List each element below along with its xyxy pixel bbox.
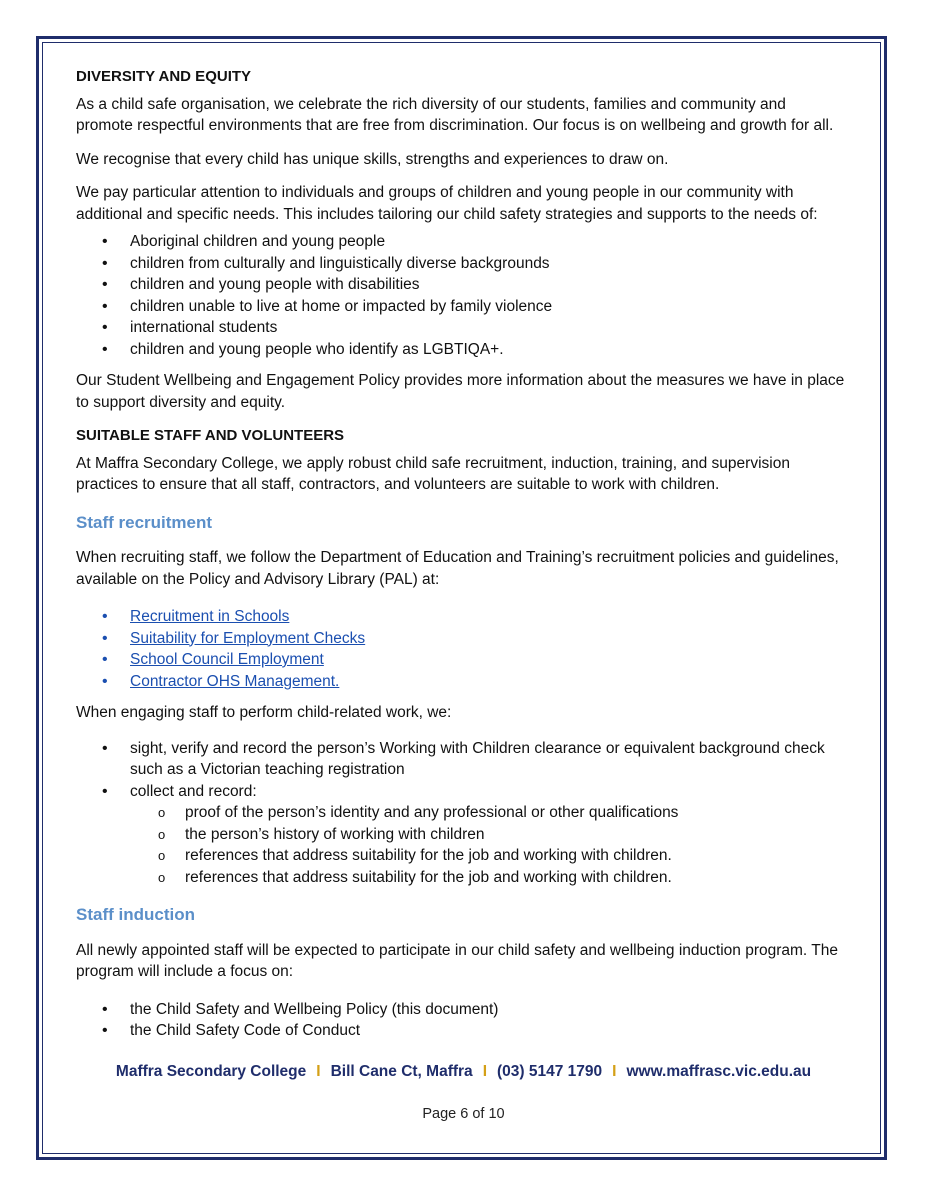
list-item: • children from culturally and linguistically diverse backgrounds — [76, 253, 846, 275]
list-item: • international students — [76, 317, 846, 339]
footer-website: www.maffrasc.vic.edu.au — [626, 1063, 812, 1080]
list-item-text: collect and record: — [130, 782, 257, 800]
paragraph: When recruiting staff, we follow the Department of Education and Training’s recruitment policies and guidelines, available on the Policy and Advisory Library (PAL) at: — [76, 549, 839, 588]
list-item: • children and young people who identify as LGBTIQA+. — [76, 339, 846, 361]
paragraph: All newly appointed staff will be expected to participate in our child safety and wellbeing induction program. The program will include a focus on: — [76, 941, 838, 980]
footer-address: Bill Cane Ct, Maffra — [330, 1063, 473, 1080]
heading-diversity: DIVERSITY AND EQUITY — [76, 68, 252, 85]
document-body — [76, 62, 846, 1052]
induction-list — [76, 999, 846, 1042]
list-item — [76, 649, 846, 671]
list-item: • children unable to live at home or impacted by family violence — [76, 296, 846, 318]
list-item — [76, 606, 846, 628]
list-item: • Aboriginal children and young people — [76, 231, 846, 253]
link-school-council-employment[interactable]: School Council Employment — [130, 651, 324, 668]
sublist-item: o references that address suitability for the job and working with children. — [76, 845, 846, 867]
footer-separator: I — [482, 1063, 487, 1080]
sublist-item: o references that address suitability for the job and working with children. — [76, 867, 846, 889]
footer-phone: (03) 5147 1790 — [497, 1063, 603, 1080]
paragraph: Our Student Wellbeing and Engagement Policy provides more information about the measures we have in place to support diversity and equity. — [76, 372, 845, 411]
list-item: • sight, verify and record the person’s Working with Children clearance or equivalent background check such as a Victorian teaching registration — [76, 738, 846, 781]
heading-staff-induction: Staff induction — [76, 905, 195, 924]
paragraph: When engaging staff to perform child-related work, we: — [76, 704, 452, 721]
paragraph: At Maffra Secondary College, we apply robust child safe recruitment, induction, training, and supervision practices to ensure that all staff, contractors, and volunteers are suitable to work with children. — [76, 454, 790, 493]
heading-staff-recruitment: Staff recruitment — [76, 512, 213, 532]
link-contractor-ohs[interactable]: Contractor OHS Management. — [130, 672, 340, 690]
link-suitability-checks[interactable]: Suitability for Employment Checks — [130, 629, 366, 647]
engaging-list — [76, 738, 846, 889]
paragraph: As a child safe organisation, we celebrate the rich diversity of our students, families and community and promote respectful environments that are free from discrimination. Our focus is on wellbeing and growth for all. — [76, 95, 834, 134]
sublist-item: o proof of the person’s identity and any professional or other qualifications — [76, 802, 846, 824]
page-footer — [0, 1063, 927, 1081]
list-item — [76, 671, 846, 693]
list-item: • the Child Safety and Wellbeing Policy (this document) — [76, 999, 846, 1021]
paragraph: We recognise that every child has unique skills, strengths and experiences to draw on. — [76, 150, 669, 168]
link-recruitment-in-schools[interactable]: Recruitment in Schools — [130, 608, 290, 625]
footer-separator: I — [612, 1063, 617, 1080]
list-item: • the Child Safety Code of Conduct — [76, 1020, 846, 1042]
footer-separator: I — [316, 1063, 321, 1080]
recruitment-links — [76, 606, 846, 692]
sublist-item: o the person’s history of working with children — [76, 824, 846, 846]
heading-suitable-staff: SUITABLE STAFF AND VOLUNTEERS — [76, 427, 345, 444]
collect-sublist — [130, 802, 846, 888]
footer-school: Maffra Secondary College — [115, 1063, 307, 1080]
diversity-list — [76, 231, 846, 360]
page-number: Page 6 of 10 — [422, 1106, 505, 1122]
list-item — [76, 628, 846, 650]
list-item: • children and young people with disabilities — [76, 274, 846, 296]
list-item — [76, 781, 846, 889]
paragraph: We pay particular attention to individuals and groups of children and young people in our community with additional and specific needs. This includes tailoring our child safety strategies and supports to the needs of: — [76, 184, 818, 223]
